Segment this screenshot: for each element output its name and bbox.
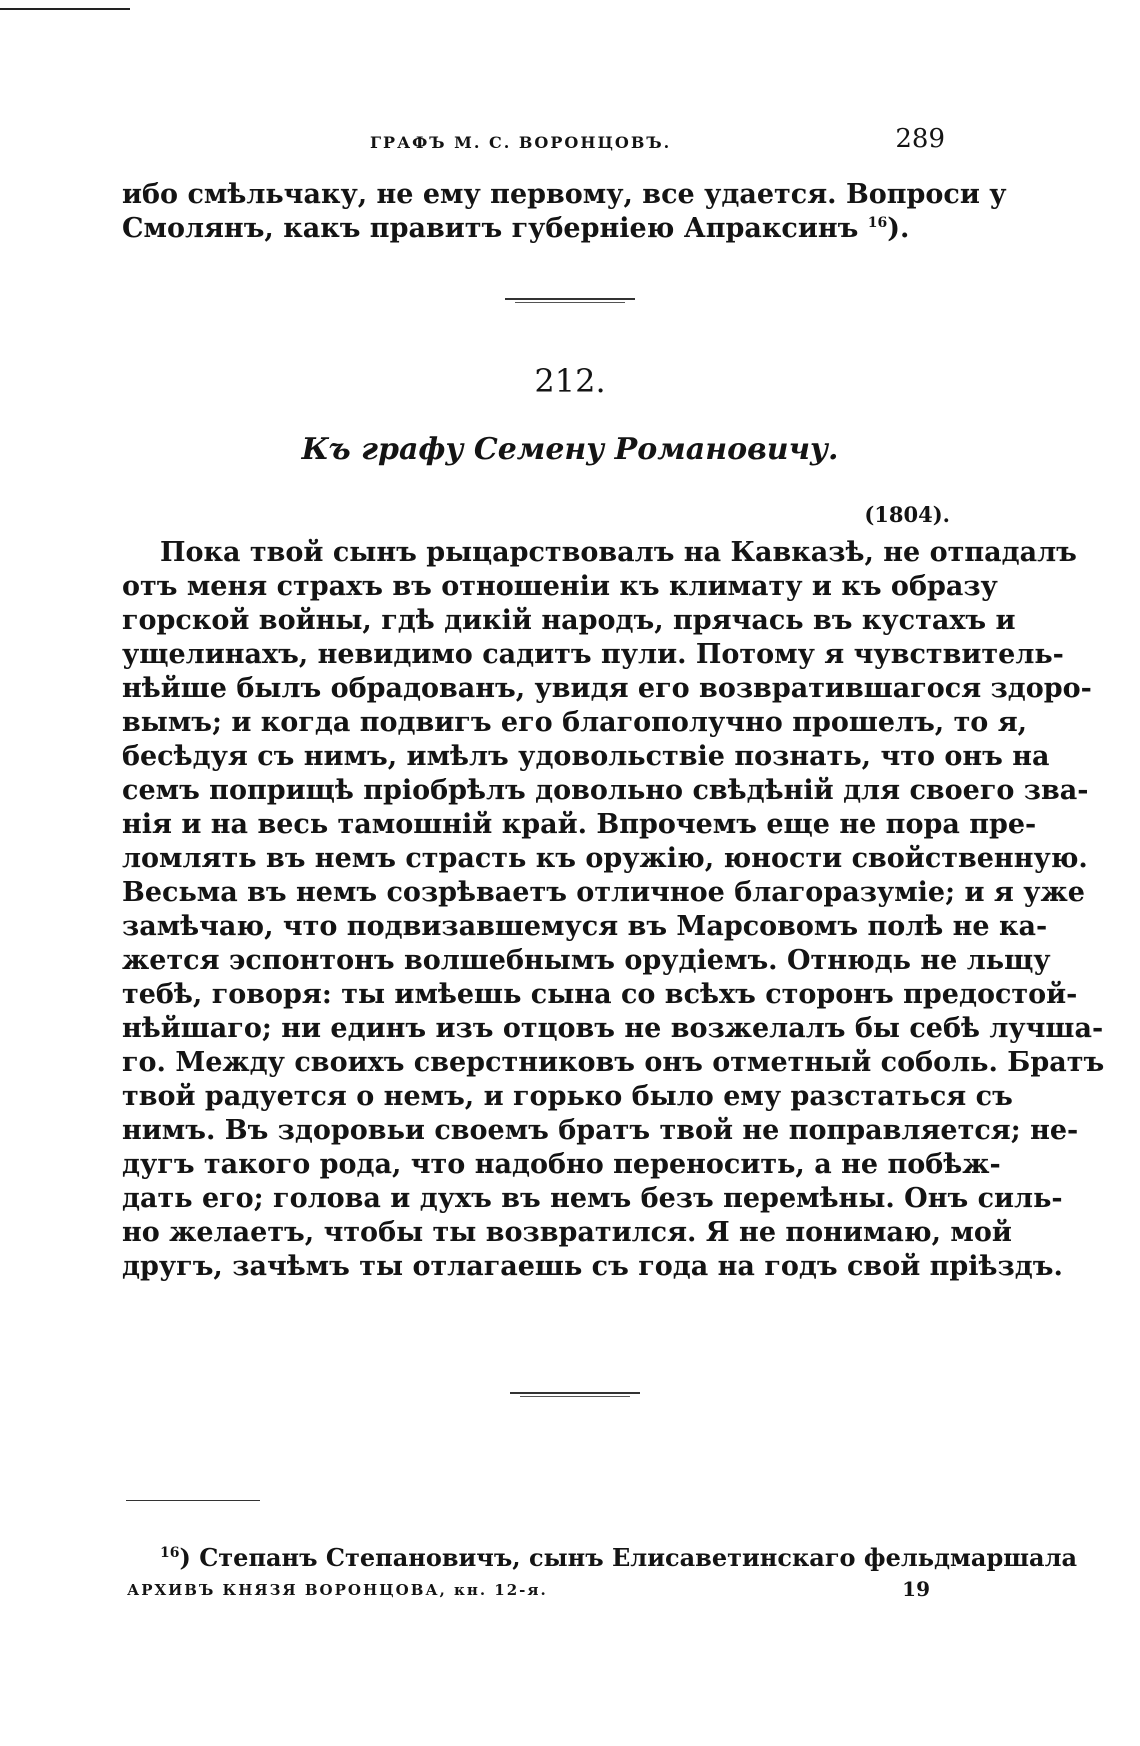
text-line: го. Между своихъ сверстниковъ онъ отметный соболь. Братъ [122,1047,1105,1078]
running-head: ГРАФЪ М. С. ВОРОНЦОВЪ. [370,133,672,152]
letter-date: (1804). [864,502,950,527]
text-line: горской войны, гдѣ дикій народъ, прячась въ кустахъ и [122,605,1016,636]
text-line: но желаетъ, чтобы ты возвратился. Я не понимаю, мой [122,1217,1012,1248]
page-number: 289 [895,124,945,154]
text-line: семъ поприщѣ пріобрѣлъ довольно свѣдѣній для своего зва- [122,775,1089,806]
text-line: жется эспонтонъ волшебнымъ орудіемъ. Отнюдь не льщу [122,945,1051,976]
text-line: ломлять въ немъ страсть къ оружію, юности свойственную. [122,843,1088,874]
previous-letter-ending [122,178,1007,246]
text-line: Пока твой сынъ рыцарствовалъ на Кавказѣ, не отпадалъ [160,537,1077,568]
text-line: ибо смѣльчаку, не ему первому, все удается. Вопроси у [122,179,1007,210]
end-of-letter-separator [510,1392,640,1394]
text-line: бесѣдуя съ нимъ, имѣлъ удовольствіе познать, что онъ на [122,741,1050,772]
text-line: ущелинахъ, невидимо садитъ пули. Потому я чувствитель- [122,639,1064,670]
text-line: замѣчаю, что подвизавшемуся въ Марсовомъ полѣ не ка- [122,911,1048,942]
text-line-content: Смолянъ, какъ правитъ губерніею Апраксинъ [122,213,859,244]
footnote-text: ) Степанъ Степановичъ, сынъ Елисаветинскаго фельдмаршала [179,1543,1078,1572]
footnote [160,1543,1078,1572]
text-line: нѣйшаго; ни единъ изъ отцовъ не возжелалъ бы себѣ лучша- [122,1013,1104,1044]
footnote-marker: 16 [160,1545,180,1561]
text-line: Весьма въ немъ созрѣваетъ отличное благоразуміе; и я уже [122,877,1085,908]
signature-number: 19 [902,1577,930,1601]
text-line: нѣйше былъ обрадованъ, увидя его возвратившагося здоро- [122,673,1092,704]
top-edge-rule [0,8,130,10]
text-line: вымъ; и когда подвигъ его благополучно прошелъ, то я, [122,707,1028,738]
text-line-last: другъ, зачѣмъ ты отлагаешь съ года на годъ свой пріѣздъ. [122,1251,1063,1282]
text-line: нія и на весь тамошній край. Впрочемъ еще не пора пре- [122,809,1037,840]
letter-title: Къ графу Семену Романовичу. [301,432,839,467]
text-line-last [122,212,940,246]
letter-number: 212. [534,362,606,400]
text-line: отъ меня страхъ въ отношеніи къ климату и къ образу [122,571,998,602]
text-line: нимъ. Въ здоровьи своемъ братъ твой не поправляется; не- [122,1115,1079,1146]
printer-signature: АРХИВЪ КНЯЗЯ ВОРОНЦОВА, кн. 12-я. [127,1581,548,1599]
footnote-reference: 16 [867,215,888,231]
closing-punctuation: ). [887,213,910,244]
text-line: твой радуется о немъ, и горько было ему разстаться съ [122,1081,1013,1112]
section-separator [505,298,635,300]
footnote-rule [126,1500,260,1501]
text-line: тебѣ, говоря: ты имѣешь сына со всѣхъ сторонъ предостой- [122,979,1078,1010]
letter-body [122,536,1105,1284]
text-line: дать его; голова и духъ въ немъ безъ перемѣны. Онъ силь- [122,1183,1063,1214]
text-line: дугъ такого рода, что надобно переносить, а не побѣж- [122,1149,1001,1180]
